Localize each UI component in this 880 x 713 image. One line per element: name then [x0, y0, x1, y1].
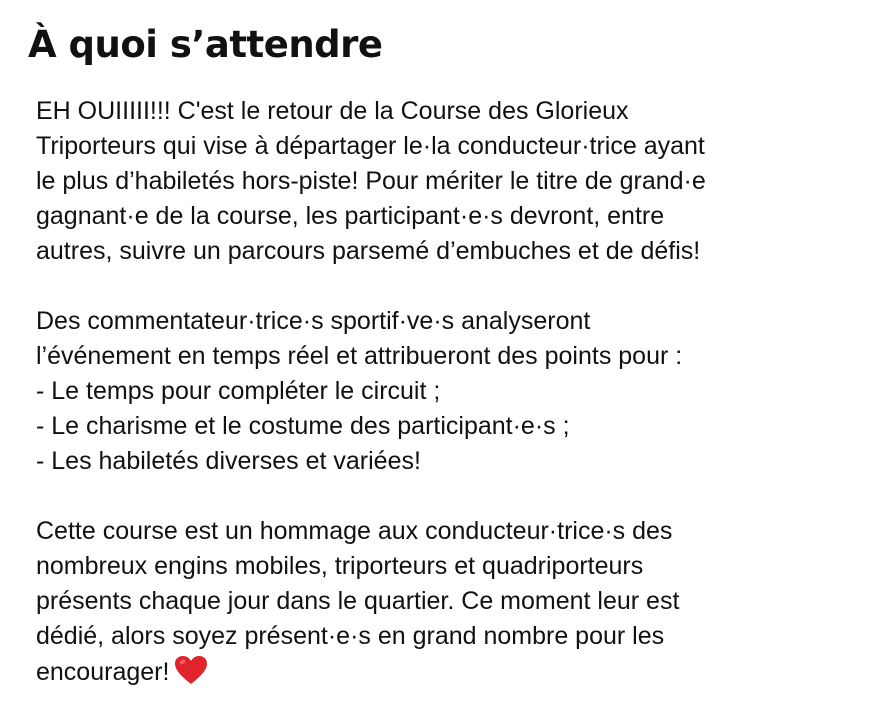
- paragraph-scoring: [36, 304, 866, 479]
- text-line-last: [36, 654, 866, 690]
- text-line: l’événement en temps réel et attribueront des points pour :: [36, 342, 683, 370]
- heart-icon: [173, 654, 209, 686]
- text-line: Triporteurs qui vise à départager le·la conducteur·trice ayant: [36, 132, 705, 160]
- text-line: Des commentateur·trice·s sportif·ve·s analyseront: [36, 307, 591, 335]
- paragraph-tribute: [36, 514, 866, 690]
- text-line: autres, suivre un parcours parsemé d’embuches et de défis!: [36, 237, 701, 265]
- text-line: gagnant·e de la course, les participant·e·s devront, entre: [36, 202, 665, 230]
- list-item: - Le temps pour compléter le circuit ;: [36, 377, 441, 405]
- list-item: - Le charisme et le costume des participant·e·s ;: [36, 412, 570, 440]
- paragraph-intro: [36, 94, 866, 269]
- text-line: EH OUIIIII!!! C'est le retour de la Course des Glorieux: [36, 97, 629, 125]
- description-body: [36, 94, 866, 690]
- section-title: À quoi s’attendre: [28, 23, 383, 66]
- text-line: présents chaque jour dans le quartier. Ce moment leur est: [36, 587, 680, 615]
- text-line: Cette course est un hommage aux conducteur·trice·s des: [36, 517, 673, 545]
- text-line: le plus d’habiletés hors-piste! Pour mériter le titre de grand·e: [36, 167, 706, 195]
- text-fragment: encourager!: [36, 658, 170, 686]
- list-item: - Les habiletés diverses et variées!: [36, 447, 421, 475]
- text-line: dédié, alors soyez présent·e·s en grand nombre pour les: [36, 622, 665, 650]
- text-line: nombreux engins mobiles, triporteurs et quadriporteurs: [36, 552, 644, 580]
